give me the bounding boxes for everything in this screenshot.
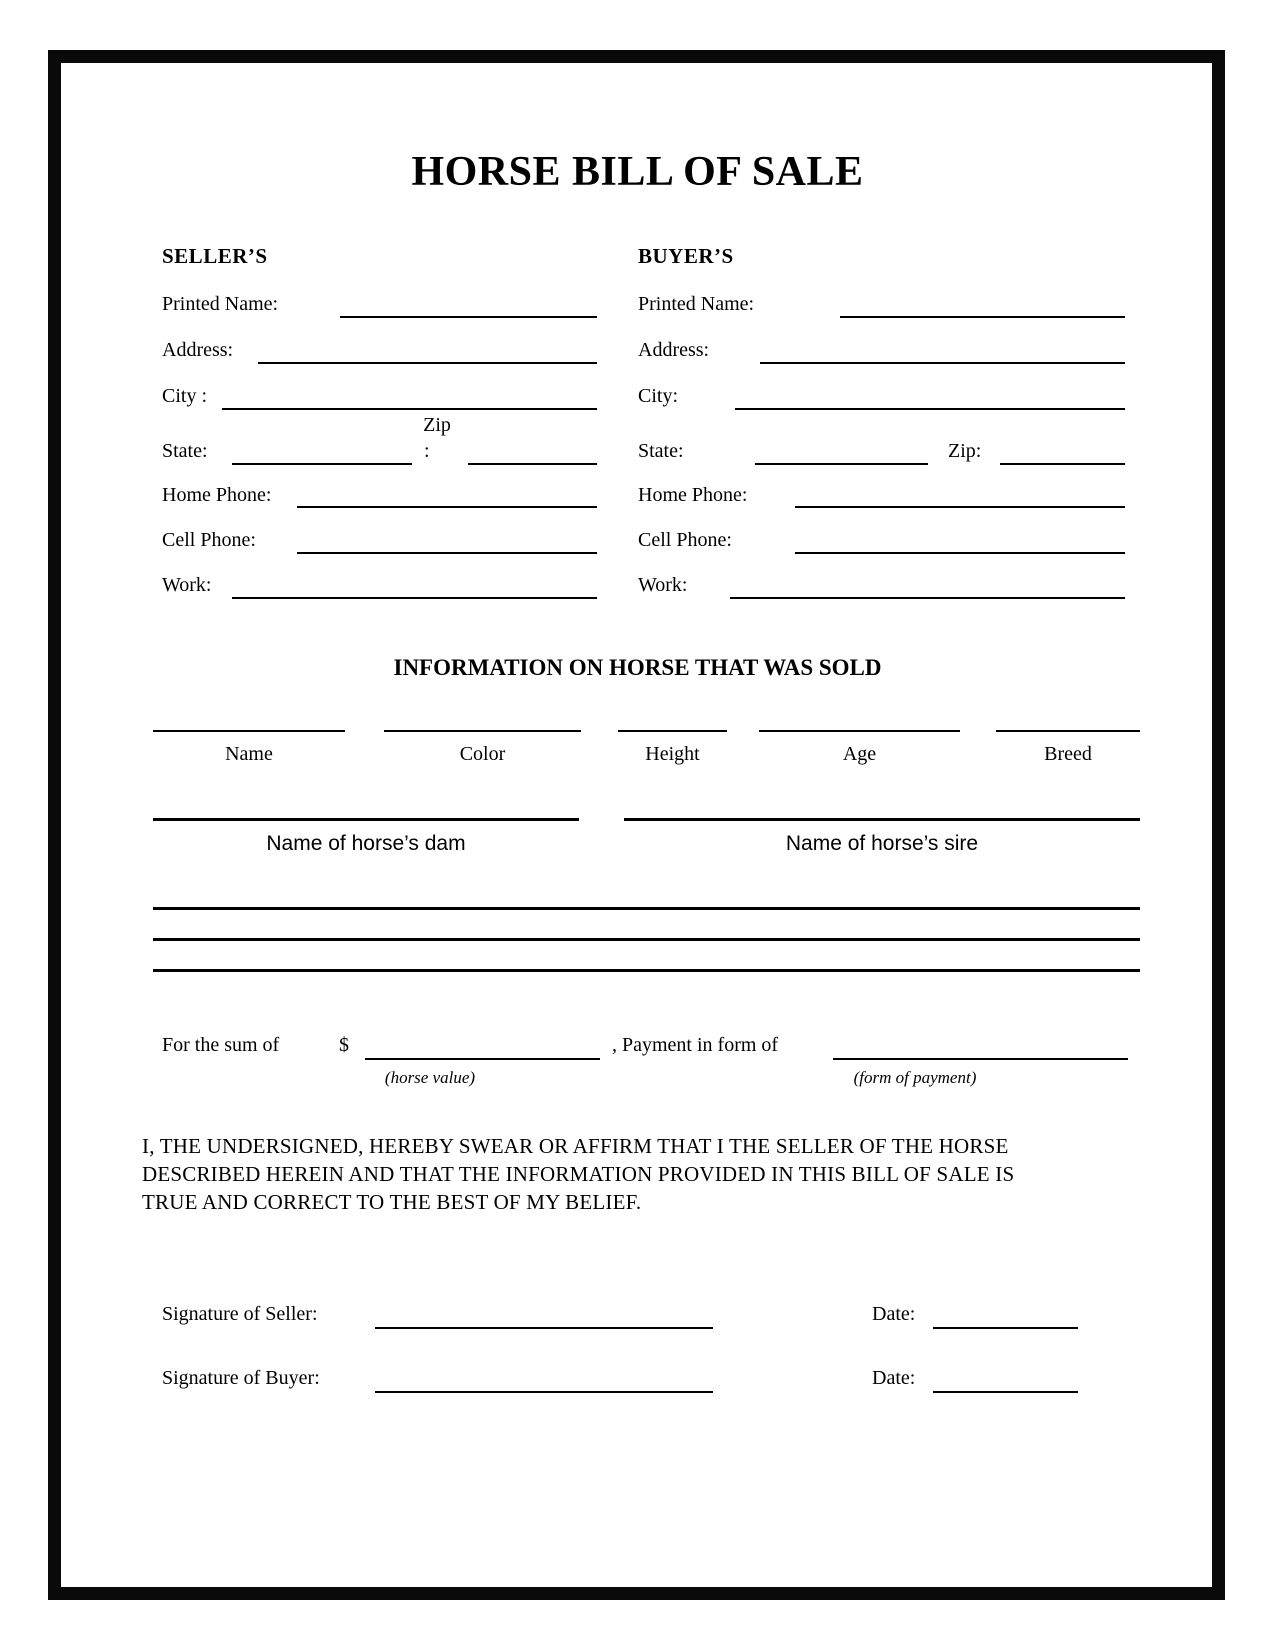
seller-home-phone-line[interactable] — [297, 506, 597, 508]
seller-cell-phone-line[interactable] — [297, 552, 597, 554]
dollar-sign: $ — [339, 1034, 349, 1056]
seller-zip-colon: : — [424, 440, 430, 462]
horse-name-line[interactable] — [153, 730, 345, 732]
buyer-date-line[interactable] — [933, 1391, 1078, 1393]
sum-prefix-label: For the sum of — [162, 1034, 280, 1056]
horse-sire-label: Name of horse’s sire — [785, 832, 979, 855]
seller-printed-name-label: Printed Name: — [162, 293, 279, 315]
horse-breed-line[interactable] — [996, 730, 1140, 732]
seller-address-line[interactable] — [258, 362, 597, 364]
buyer-address-line[interactable] — [760, 362, 1125, 364]
affirmation-line-3: TRUE AND CORRECT TO THE BEST OF MY BELIEF. — [142, 1190, 642, 1214]
seller-state-line[interactable] — [232, 463, 412, 465]
seller-date-line[interactable] — [933, 1327, 1078, 1329]
payment-form-line[interactable] — [833, 1058, 1128, 1060]
affirmation-line-1: I, THE UNDERSIGNED, HEREBY SWEAR OR AFFIRM THAT I THE SELLER OF THE HORSE — [142, 1134, 1009, 1158]
seller-signature-line[interactable] — [375, 1327, 713, 1329]
horse-value-caption: (horse value) — [384, 1068, 476, 1087]
buyer-printed-name-label: Printed Name: — [638, 293, 755, 315]
buyer-home-phone-label: Home Phone: — [638, 484, 748, 506]
horse-description-line-2[interactable] — [153, 938, 1140, 941]
buyer-city-line[interactable] — [735, 408, 1125, 410]
horse-color-label: Color — [459, 743, 506, 765]
horse-dam-label: Name of horse’s dam — [266, 832, 466, 855]
seller-signature-label: Signature of Seller: — [162, 1303, 318, 1325]
buyer-signature-label: Signature of Buyer: — [162, 1367, 320, 1389]
buyer-zip-label: Zip: — [948, 440, 982, 462]
horse-name-label: Name — [225, 743, 273, 765]
buyer-work-label: Work: — [638, 574, 688, 596]
buyer-home-phone-line[interactable] — [795, 506, 1125, 508]
sellers-section-heading: SELLER’S — [162, 244, 268, 268]
buyer-address-label: Address: — [638, 339, 710, 361]
seller-zip-line[interactable] — [468, 463, 597, 465]
buyer-signature-line[interactable] — [375, 1391, 713, 1393]
buyer-printed-name-line[interactable] — [840, 316, 1125, 318]
horse-age-line[interactable] — [759, 730, 960, 732]
form-title: HORSE BILL OF SALE — [411, 149, 864, 195]
seller-home-phone-label: Home Phone: — [162, 484, 272, 506]
horse-height-label: Height — [645, 743, 700, 765]
seller-zip-word-label: Zip — [423, 414, 451, 436]
seller-state-label: State: — [162, 440, 208, 462]
seller-work-label: Work: — [162, 574, 212, 596]
buyer-state-label: State: — [638, 440, 684, 462]
horse-description-line-3[interactable] — [153, 969, 1140, 972]
buyer-state-line[interactable] — [755, 463, 928, 465]
horse-description-line-1[interactable] — [153, 907, 1140, 910]
payment-form-label: , Payment in form of — [612, 1034, 779, 1056]
buyer-cell-phone-line[interactable] — [795, 552, 1125, 554]
horse-height-line[interactable] — [618, 730, 727, 732]
seller-address-label: Address: — [162, 339, 234, 361]
buyers-section-heading: BUYER’S — [638, 244, 734, 268]
affirmation-line-2: DESCRIBED HEREIN AND THAT THE INFORMATION PROVIDED IN THIS BILL OF SALE IS — [142, 1162, 1015, 1186]
payment-form-caption: (form of payment) — [853, 1068, 977, 1087]
seller-date-label: Date: — [872, 1303, 916, 1325]
seller-printed-name-line[interactable] — [340, 316, 597, 318]
buyer-date-label: Date: — [872, 1367, 916, 1389]
horse-sire-line[interactable] — [624, 818, 1140, 821]
horse-value-line[interactable] — [365, 1058, 600, 1060]
horse-color-line[interactable] — [384, 730, 581, 732]
seller-cell-phone-label: Cell Phone: — [162, 529, 256, 551]
buyer-city-label: City: — [638, 385, 679, 407]
horse-info-heading: INFORMATION ON HORSE THAT WAS SOLD — [393, 655, 882, 680]
seller-work-line[interactable] — [232, 597, 597, 599]
buyer-zip-line[interactable] — [1000, 463, 1125, 465]
horse-age-label: Age — [842, 743, 877, 765]
seller-city-line[interactable] — [222, 408, 597, 410]
horse-breed-label: Breed — [1044, 743, 1092, 765]
buyer-work-line[interactable] — [730, 597, 1125, 599]
buyer-cell-phone-label: Cell Phone: — [638, 529, 732, 551]
horse-dam-line[interactable] — [153, 818, 579, 821]
seller-city-label: City : — [162, 385, 208, 407]
